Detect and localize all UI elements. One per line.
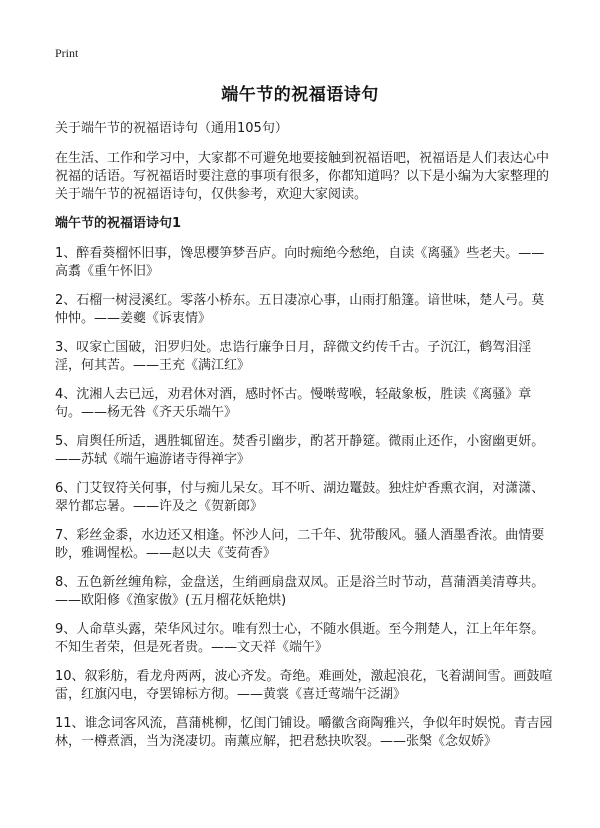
intro-paragraph: 在生活、工作和学习中，大家都不可避免地要接触到祝福语吧，祝福语是人们表达心中祝福的话语。写祝福语时要注意的事项有很多，你都知道吗？以下是小编为大家整理的关于端午节的祝福语诗句，仅供参考，欢迎大家阅读。 — [55, 151, 550, 202]
page-title: 端午节的祝福语诗句 — [221, 85, 379, 105]
poem-item: 10、叙彩舫，看龙舟两两，波心齐发。奇绝。难画处，激起浪花，飞着湖间雪。画鼓喧雷，红旗闪电，夺罢锦标方彻。——黄裳《喜迁莺端午泛湖》 — [55, 669, 553, 702]
article-body — [55, 120, 555, 762]
poem-item: 6、门艾钗符关何事，付与痴儿呆女。耳不听、湖边鼍鼓。独炷炉香熏衣润，对潇潇、翠竹都忘暑。——许及之《贺新郎》 — [55, 481, 545, 514]
poem-item: 4、沈湘人去已远，劝君休对酒，感时怀古。慢啭莺喉，轻敲象板，胜读《离骚》章句。——杨无咎《齐天乐端午》 — [55, 387, 532, 420]
poem-item: 2、石榴一树浸溪红。零落小桥东。五日凄凉心事，山雨打船篷。谙世味，楚人弓。莫忡忡。——姜夔《诉衷情》 — [55, 293, 545, 326]
poem-item: 3、叹家亡国破，汨罗归处。忠诰行廉争日月，辞微文约传千古。子沉江，鹤驾泪淫淫，何其苦。——王充《满江红》 — [55, 340, 532, 373]
article-subtitle: 关于端午节的祝福语诗句（通用105句） — [55, 121, 288, 136]
poem-item: 9、人命草头露，荣华风过尔。唯有烈士心，不随水俱逝。至今荆楚人，江上年年祭。不知生者荣，但是死者贵。——文天祥《端午》 — [55, 622, 545, 655]
section-heading: 端午节的祝福语诗句1 — [55, 216, 182, 231]
poem-item: 8、五色新丝缠角粽，金盘送，生绡画扇盘双凤。正是浴兰时节动，菖蒲酒美清尊共。——欧阳修《渔家傲》(五月榴花妖艳烘) — [55, 575, 545, 608]
poem-item: 11、谁念词客风流，菖蒲桃柳，忆闺门铺设。嚼徽含商陶雅兴，争似年时娱悦。青吉园林，一樽煮酒，当为浇凄切。南薰应解，把君愁抉吹裂。——张槃《念奴娇》 — [55, 716, 553, 749]
poem-item: 5、肩舆任所适，遇胜辄留连。焚香引幽步，酌茗开静筵。微雨止还作，小窗幽更妍。——苏轼《端午遍游诸寺得禅字》 — [55, 434, 545, 467]
poem-item: 7、彩丝金黍，水边还又相逢。怀沙人问，二千年、犹带酸风。骚人酒墨香浓。曲情要眇，雅调惺松。——赵以夫《芰荷香》 — [55, 528, 545, 561]
poem-item: 1、醉看葵榴怀旧事，馋思樱笋梦吾庐。向时痴绝今愁绝，自读《离骚》些老夫。——高翥《重午怀旧》 — [55, 246, 545, 279]
print-link[interactable]: Print — [55, 46, 79, 60]
